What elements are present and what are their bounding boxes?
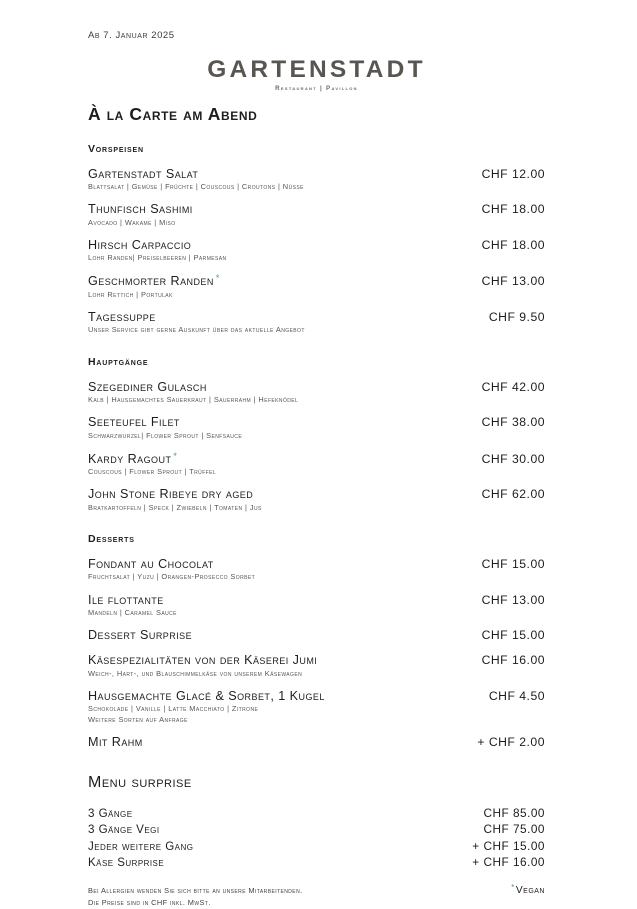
menu-item-row <box>88 557 545 572</box>
menu-surprise-list <box>88 806 545 870</box>
menu-surprise-name: Käse Surprise <box>88 856 165 870</box>
menu-item-name: Fondant au Chocolat <box>88 556 214 571</box>
menu-item <box>88 735 545 750</box>
menu-item-name-wrap <box>88 653 317 668</box>
menu-item-row <box>88 689 545 704</box>
menu-item-row <box>88 415 545 430</box>
menu-item-name-wrap <box>88 238 191 253</box>
menu-item-price: CHF 13.00 <box>481 274 545 289</box>
menu-item-price: CHF 62.00 <box>481 487 545 502</box>
menu-item-row <box>88 310 545 325</box>
menu-item <box>88 167 545 193</box>
menu-item-price: CHF 4.50 <box>488 689 545 704</box>
menu-item-description: Lohr Rettich | Portulak <box>88 289 173 299</box>
menu-surprise-row <box>88 806 545 821</box>
menu-item <box>88 380 545 406</box>
menu-item-price: CHF 15.00 <box>481 556 545 571</box>
menu-item-description: Blattsalat | Gemüse | Früchte | Couscous | Croutons | Nüsse <box>88 182 304 192</box>
menu-item <box>88 628 545 643</box>
menu-item-name: Seeteufel Filet <box>88 415 180 430</box>
footer <box>88 883 545 909</box>
menu-item-description: Couscous | Flower Sprout | Trüffel <box>88 467 217 477</box>
menu-item-name: Tagessuppe <box>88 310 156 325</box>
footer-notes <box>88 885 303 909</box>
menu-surprise-row <box>88 822 545 837</box>
vegan-star-icon: * <box>173 450 178 461</box>
menu-surprise-name: Jeder weitere Gang <box>88 839 194 853</box>
menu-item <box>88 451 545 478</box>
menu-item-price: CHF 30.00 <box>481 451 545 466</box>
menu-item-name-wrap <box>88 557 214 572</box>
menu-surprise-row <box>88 839 545 854</box>
menu-item-name-wrap <box>88 593 164 608</box>
vegan-star-icon: * <box>215 273 220 284</box>
menu-item-name-wrap <box>88 167 198 182</box>
menu-item-description: Unser Service gibt gerne Auskunft über das aktuelle Angebot <box>88 325 305 335</box>
menu-item-name-wrap <box>88 451 177 467</box>
menu-item-name: Käsespezialitäten von der Käserei Jumi <box>88 653 318 668</box>
menu-item-description: Kalb | Hausgemachtes Sauerkraut | Sauerrahm | Hefeknödel <box>88 394 299 404</box>
menu-item-row <box>88 238 545 253</box>
menu-surprise-name: 3 Gänge <box>88 807 133 821</box>
section-heading: Vorspeisen <box>88 142 144 155</box>
menu-item <box>88 273 545 300</box>
menu-surprise-price: CHF 85.00 <box>483 806 545 821</box>
menu-item-name: Hausgemachte Glacé & Sorbet, 1 Kugel <box>88 689 325 704</box>
menu-surprise-price: CHF 75.00 <box>483 822 545 837</box>
menu-item-row <box>88 167 545 182</box>
menu-item-row <box>88 202 545 217</box>
menu-item-name: Szegediner Gulasch <box>88 379 207 394</box>
menu-item-row <box>88 628 545 643</box>
menu-item-name-wrap <box>88 689 325 704</box>
menu-item-name: Dessert Surprise <box>88 628 193 643</box>
menu-item-row <box>88 451 545 467</box>
menu-item <box>88 310 545 336</box>
brand-subtitle: Restaurant | Pavillon <box>275 84 358 92</box>
menu-item-name-wrap <box>88 628 192 643</box>
menu-sections <box>88 143 545 750</box>
menu-item-description: Avocado | Wakame | Miso <box>88 217 176 227</box>
menu-item <box>88 689 545 725</box>
vegan-star-icon: * <box>511 883 515 893</box>
menu-surprise-row <box>88 855 545 870</box>
menu-surprise-price: + CHF 15.00 <box>472 838 545 853</box>
menu-item-name-wrap <box>88 202 193 217</box>
menu-item-price: CHF 13.00 <box>481 592 545 607</box>
menu-item-name: John Stone Ribeye dry aged <box>88 487 254 502</box>
menu-item-description: Mandeln | Caramel Sauce <box>88 607 177 617</box>
menu-item-description: Schwarzwurzel| Flower Sprout | Senfsauce <box>88 430 243 440</box>
menu-item <box>88 653 545 679</box>
section-heading: Hauptgänge <box>88 355 149 368</box>
menu-item-name: Mit Rahm <box>88 734 143 749</box>
vegan-legend <box>511 883 545 896</box>
menu-item-price: CHF 16.00 <box>481 653 545 668</box>
menu-item-price: CHF 38.00 <box>481 415 545 430</box>
menu-item-description: Bratkartoffeln | Speck | Zwiebeln | Tomaten | Jus <box>88 502 262 512</box>
menu-item-price: CHF 12.00 <box>481 166 545 181</box>
menu-item-description: Weitere Sorten auf Anfrage <box>88 714 188 724</box>
footer-note-prices: Die Preise sind in CHF inkl. MwSt. <box>88 898 211 908</box>
menu-item-name: Hirsch Carpaccio <box>88 237 192 252</box>
vegan-legend-label: Vegan <box>515 885 545 897</box>
brand-name: GARTENSTADT <box>207 56 426 83</box>
menu-item-description: Lohr Randen| Preiselbeeren | Parmesan <box>88 253 227 263</box>
menu-item-row <box>88 593 545 608</box>
menu-item-name-wrap <box>88 735 143 750</box>
menu-surprise-name: 3 Gänge Vegi <box>88 823 160 837</box>
menu-item-name-wrap <box>88 487 253 502</box>
menu-item-name: Thunfisch Sashimi <box>88 202 193 217</box>
menu-item-name: Gartenstadt Salat <box>88 166 199 181</box>
menu-item-price: CHF 42.00 <box>481 379 545 394</box>
menu-item-description: Fruchtsalat | Yuzu | Orangen-Prosecco Sorbet <box>88 572 256 582</box>
menu-item <box>88 415 545 441</box>
menu-item-price: CHF 18.00 <box>481 202 545 217</box>
menu-item-row <box>88 380 545 395</box>
restaurant-logo <box>88 57 545 92</box>
menu-item <box>88 593 545 619</box>
page-title: À la Carte am Abend <box>88 103 258 124</box>
menu-item-name-wrap <box>88 415 180 430</box>
menu-item-name-wrap <box>88 380 207 395</box>
menu-item <box>88 202 545 228</box>
menu-item-price: CHF 18.00 <box>481 237 545 252</box>
menu-item-description: Weich-, Hart-, und Blauschimmelkäse von unserem Käsewagen <box>88 668 303 678</box>
menu-item <box>88 487 545 513</box>
menu-item-name-wrap <box>88 310 156 325</box>
menu-item-name: Kardy Ragout <box>88 451 172 466</box>
menu-item-description: Schokolade | Vanille | Latte Macchiato | Zitrone <box>88 704 259 714</box>
menu-item-price: CHF 15.00 <box>481 628 545 643</box>
menu-item-name: Ile flottante <box>88 592 164 607</box>
menu-item <box>88 557 545 583</box>
menu-item <box>88 238 545 264</box>
menu-item-row <box>88 653 545 668</box>
section-heading: Desserts <box>88 532 135 545</box>
menu-item-name-wrap <box>88 273 220 289</box>
valid-from-date: Ab 7. Januar 2025 <box>88 30 175 41</box>
footer-note-allergies: Bei Allergien wenden Sie sich bitte an unsere Mitarbeitenden. <box>88 886 303 896</box>
menu-item-row <box>88 487 545 502</box>
menu-item-price: CHF 9.50 <box>488 310 545 325</box>
menu-surprise-price: + CHF 16.00 <box>472 855 545 870</box>
menu-item-price: + CHF 2.00 <box>477 734 545 749</box>
menu-item-name: Geschmorter Randen <box>88 274 214 289</box>
menu-surprise-title: Menu surprise <box>88 774 192 792</box>
menu-item-row <box>88 735 545 750</box>
menu-item-row <box>88 273 545 289</box>
